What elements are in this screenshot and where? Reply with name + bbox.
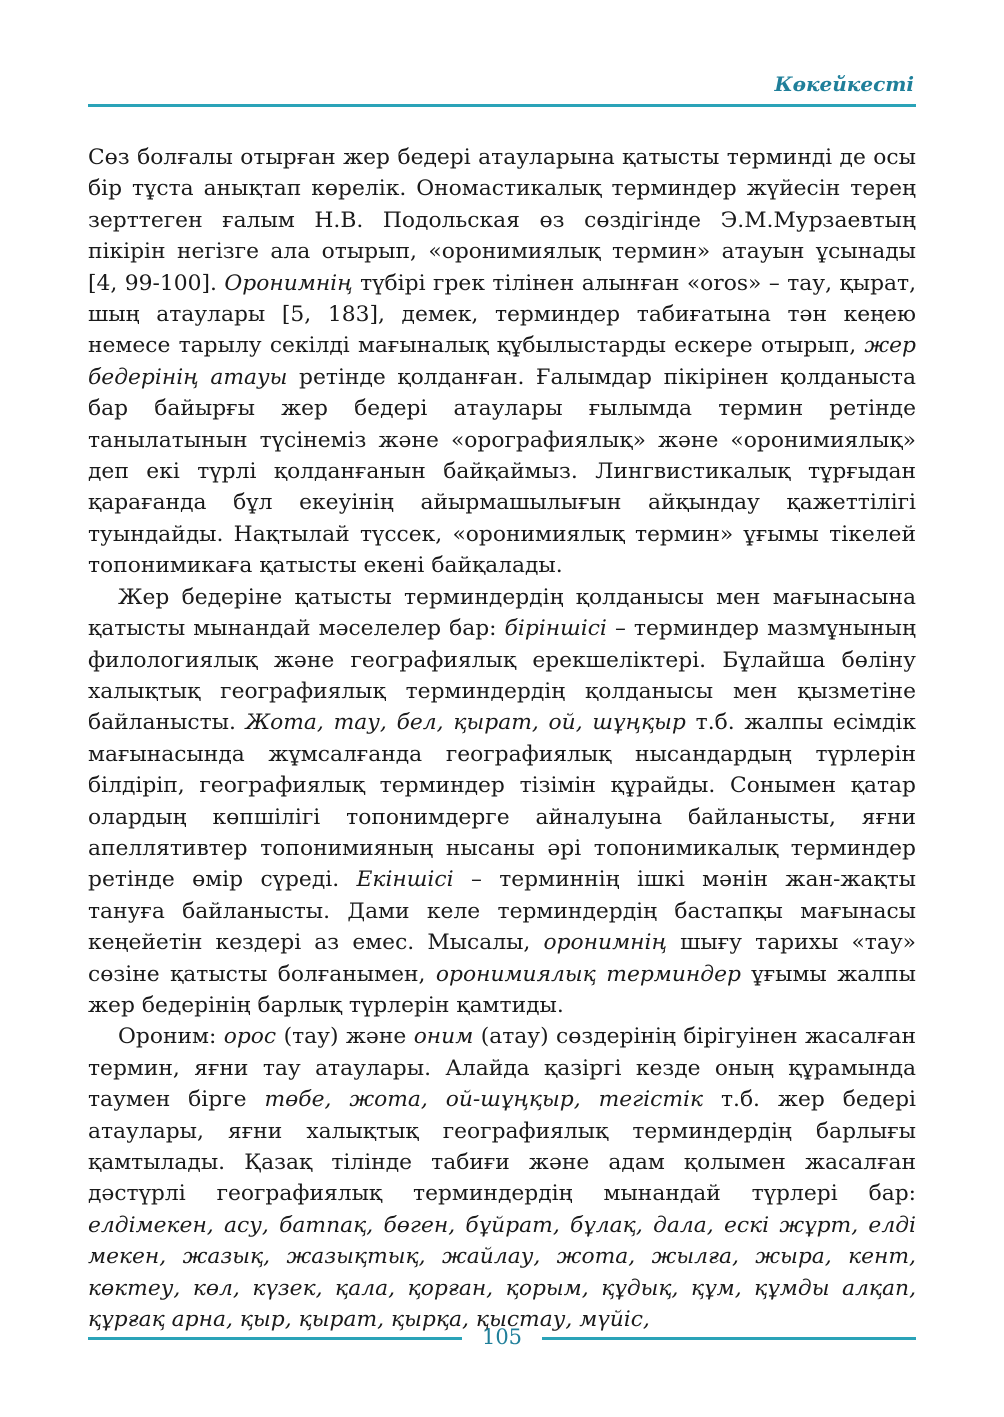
running-header-title: Көкейкесті — [774, 72, 914, 96]
italic-text: төбе, жота, ой-шұңқыр, тегістік — [264, 1087, 704, 1113]
text-run: – терминнің ішкі мәнін жан-жақты тануға байланысты. Дами келе терминдердің бастапқы мағынасы кеңейетін кездері аз емес. Мысалы, — [88, 867, 916, 956]
paragraph — [88, 582, 916, 1022]
text-run: ретінде қолданған. Ғалымдар пікірінен қолданыста бар байырғы жер бедері атаулары ғылымда термин ретінде танылатынын түсінеміз және «орографиялық» және «оронимиялық» деп екі түрлі қолданғанын байқаймыз. Лингвистикалық тұрғыдан қарағанда бұл екеуінің айырмашылығын айқындау қажеттілігі туындайды. Нақтылай түссек, «оронимиялық термин» ұғымы тікелей топонимикаға қатысты екені байқалады. — [88, 364, 916, 579]
italic-text: елдімекен, асу, батпақ, бөген, бұйрат, бұлақ, дала, ескі жұрт, елді мекен, жазық, жазықтық, жайлау, жота, жылға, жыра, кент, көктеу, көл, күзек, қала, қорған, қорым, құдық, құм, құмды алқап, құрғақ арна, қыр, қырат, қырқа, қыстау, мүйіс, — [88, 1212, 916, 1333]
text-run: (тау) және — [276, 1024, 414, 1050]
paragraph — [88, 142, 916, 582]
italic-text: оним — [413, 1024, 474, 1050]
header-divider — [88, 104, 916, 107]
text-run: т.б. жалпы есімдік мағынасында жұмсалғанда географиялық нысандардың түрлерін білдіріп, географиялық терминдер тізімін құрайды. Сонымен қатар олардың көпшілігі топонимдерге айналуына байланысты, яғни апеллятивтер топонимияның нысаны әрі топонимикалық терминдер ретінде өмір сүреді. — [88, 710, 916, 893]
italic-text: Екіншісі — [356, 867, 454, 893]
text-run: Сөз болғалы отырған жер бедері атауларына қатысты терминді де осы бір тұста анықтап көрелік. Ономастикалық терминдер жүйесін терең зерттеген ғалым Н.В. Подольская өз сөздігінде Э.М.Мурзаевтың пікірін негізге ала отырып, «оронимиялық термин» атауын ұсынады [4, 99-100]. — [88, 145, 916, 296]
text-run: шығу тарихы «тау» сөзіне қатысты болғанымен, — [88, 930, 916, 987]
text-run: (атау) сөздерінің бірігуінен жасалған термин, яғни тау атаулары. Алайда қазіргі кезде оның құрамында таумен бірге — [88, 1024, 917, 1113]
body-text — [88, 142, 916, 1335]
italic-text: жер бедерінің атауы — [88, 333, 916, 390]
italic-text: Жота, тау, бел, қырат, ой, шұңқыр — [245, 710, 686, 736]
text-run: Жер бедеріне қатысты терминдердің қолданысы мен мағынасына қатысты мынандай мәселелер бар: — [88, 584, 916, 642]
paragraph — [88, 1021, 916, 1335]
text-run: ұғымы жалпы жер бедерінің барлық түрлерін қамтиды. — [88, 961, 917, 1018]
footer-divider-left — [88, 1337, 462, 1340]
text-run: Ороним: — [118, 1024, 224, 1050]
italic-text: оронимиялық терминдер — [435, 961, 741, 987]
italic-text: біріншісі — [504, 616, 607, 642]
footer-divider-right — [542, 1337, 916, 1340]
italic-text: оронимнің — [543, 930, 668, 956]
italic-text: орос — [223, 1024, 277, 1050]
page-number: 105 — [481, 1325, 523, 1349]
text-run: – терминдер мазмұнының филологиялық және географиялық ерекшеліктері. Бұлайша бөліну халықтық географиялық терминдердің қолданысы мен қызметіне байланысты. — [88, 616, 916, 736]
text-run: т.б. жер бедері атаулары, яғни халықтық географиялық терминдердің барлығы қамтылады. Қазақ тілінде табиғи және адам қолымен жасалған дәстүрлі географиялық терминдердің мынандай түрлері бар: — [88, 1087, 917, 1207]
italic-text: Оронимнің — [224, 270, 353, 296]
text-run: түбірі грек тілінен алынған «oros» – тау, қырат, шың атаулары [5, 183], демек, терминдер табиғатына тән кеңею немесе тарылу секілді мағыналық құбылыстарды ескере отырып, — [88, 270, 916, 359]
